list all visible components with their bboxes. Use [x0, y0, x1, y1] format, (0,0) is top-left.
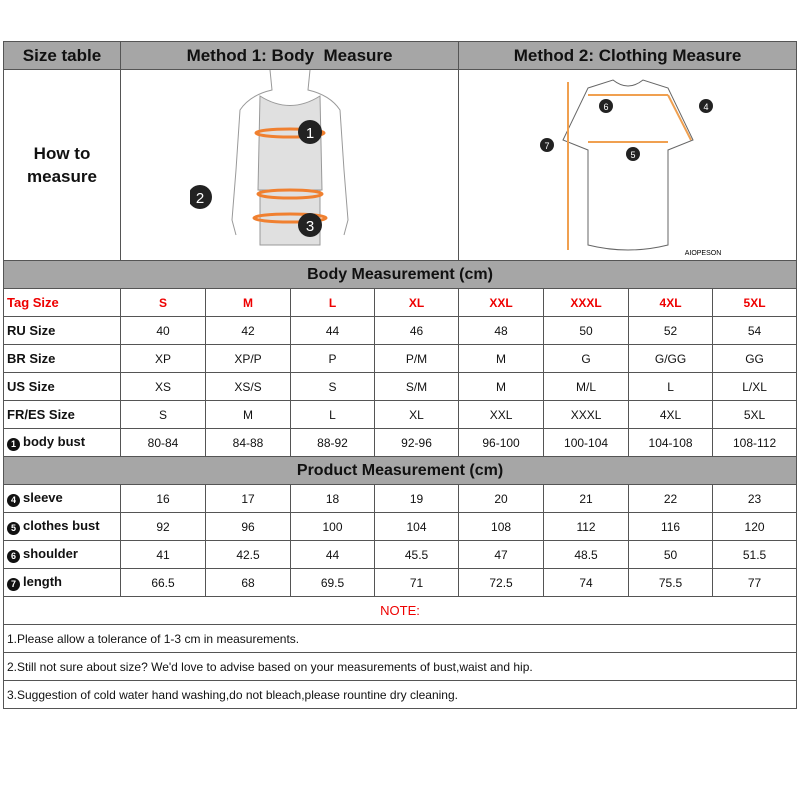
value-cell: 54 — [713, 317, 797, 345]
value-cell: 18 — [291, 485, 375, 513]
value-cell: 50 — [629, 541, 713, 569]
size-table — [3, 41, 797, 709]
value-cell: L — [629, 373, 713, 401]
marker-4-icon — [699, 99, 713, 113]
value-cell: 84-88 — [206, 429, 291, 457]
value-cell: 112 — [544, 513, 629, 541]
note-item: 1.Please allow a tolerance of 1-3 cm in measurements. — [4, 625, 797, 653]
value-cell: 52 — [629, 317, 713, 345]
value-cell: 21 — [544, 485, 629, 513]
product-measurement-heading: Product Measurement (cm) — [4, 457, 797, 485]
value-cell: XS — [121, 373, 206, 401]
method2-heading: Method 2: Clothing Measure — [459, 42, 797, 70]
value-cell: M/L — [544, 373, 629, 401]
row-label-text: US Size — [7, 379, 55, 394]
method1-heading: Method 1: Body Measure — [121, 42, 459, 70]
value-cell: 48 — [459, 317, 544, 345]
value-cell: L — [291, 401, 375, 429]
value-cell: P — [291, 345, 375, 373]
row-label-text: RU Size — [7, 323, 56, 338]
svg-text:2: 2 — [195, 190, 204, 207]
row-label: Tag Size — [4, 289, 121, 317]
value-cell: XS/S — [206, 373, 291, 401]
value-cell: 100 — [291, 513, 375, 541]
svg-text:4: 4 — [703, 102, 709, 112]
marker-1-icon: 1 — [7, 438, 20, 451]
tag-size-row — [4, 289, 797, 317]
value-cell: 108 — [459, 513, 544, 541]
value-cell: S — [291, 373, 375, 401]
how-to-measure-label: How to measure — [4, 70, 121, 261]
value-cell: 42 — [206, 317, 291, 345]
table-row — [4, 401, 797, 429]
marker-6-icon — [599, 99, 613, 113]
clothing-measure-illustration — [459, 70, 797, 261]
value-cell: 104-108 — [629, 429, 713, 457]
row-label-text: FR/ES Size — [7, 407, 75, 422]
size-cell: M — [206, 289, 291, 317]
marker-3-icon — [298, 213, 322, 237]
value-cell: 41 — [121, 541, 206, 569]
value-cell: 40 — [121, 317, 206, 345]
value-cell: 66.5 — [121, 569, 206, 597]
svg-text:7: 7 — [544, 141, 550, 151]
value-cell: XXXL — [544, 401, 629, 429]
row-label-text: BR Size — [7, 351, 56, 366]
value-cell: 19 — [375, 485, 459, 513]
row-label — [4, 373, 121, 401]
value-cell: 44 — [291, 317, 375, 345]
value-cell: 68 — [206, 569, 291, 597]
svg-text:1: 1 — [305, 125, 314, 142]
size-table-heading: Size table — [4, 42, 121, 70]
value-cell: 92-96 — [375, 429, 459, 457]
value-cell: 22 — [629, 485, 713, 513]
row-label — [4, 541, 121, 569]
row-label — [4, 513, 121, 541]
value-cell: 77 — [713, 569, 797, 597]
value-cell: M — [459, 373, 544, 401]
value-cell: 17 — [206, 485, 291, 513]
size-cell: XL — [375, 289, 459, 317]
table-row — [4, 345, 797, 373]
value-cell: 75.5 — [629, 569, 713, 597]
row-label — [4, 429, 121, 457]
marker-7-icon: 7 — [7, 578, 20, 591]
value-cell: 120 — [713, 513, 797, 541]
value-cell: 46 — [375, 317, 459, 345]
value-cell: S/M — [375, 373, 459, 401]
value-cell: 96-100 — [459, 429, 544, 457]
value-cell: 4XL — [629, 401, 713, 429]
value-cell: XP/P — [206, 345, 291, 373]
table-row — [4, 317, 797, 345]
size-cell: L — [291, 289, 375, 317]
value-cell: 71 — [375, 569, 459, 597]
value-cell: 42.5 — [206, 541, 291, 569]
table-row — [4, 541, 797, 569]
svg-text:6: 6 — [603, 102, 609, 112]
size-cell: 4XL — [629, 289, 713, 317]
row-label-text: sleeve — [23, 490, 63, 505]
row-label — [4, 569, 121, 597]
value-cell: L/XL — [713, 373, 797, 401]
value-cell: 104 — [375, 513, 459, 541]
size-cell: S — [121, 289, 206, 317]
row-label — [4, 485, 121, 513]
body-measurement-heading: Body Measurement (cm) — [4, 261, 797, 289]
value-cell: M — [459, 345, 544, 373]
value-cell: XXL — [459, 401, 544, 429]
size-cell: 5XL — [713, 289, 797, 317]
table-row — [4, 485, 797, 513]
value-cell: 50 — [544, 317, 629, 345]
value-cell: 116 — [629, 513, 713, 541]
value-cell: 88-92 — [291, 429, 375, 457]
value-cell: XL — [375, 401, 459, 429]
row-label-text: body bust — [23, 434, 86, 449]
marker-5-icon: 5 — [7, 522, 20, 535]
marker-7-icon — [540, 138, 554, 152]
value-cell: 20 — [459, 485, 544, 513]
value-cell: S — [121, 401, 206, 429]
table-row — [4, 373, 797, 401]
size-cell: XXXL — [544, 289, 629, 317]
row-label — [4, 345, 121, 373]
value-cell: 92 — [121, 513, 206, 541]
value-cell: 96 — [206, 513, 291, 541]
value-cell: GG — [713, 345, 797, 373]
marker-1-icon — [298, 120, 322, 144]
body-measure-illustration — [121, 70, 459, 261]
note-item: 3.Suggestion of cold water hand washing,do not bleach,please rountine dry cleaning. — [4, 681, 797, 709]
row-label-text: shoulder — [23, 546, 78, 561]
row-label-text: clothes bust — [23, 518, 100, 533]
value-cell: 72.5 — [459, 569, 544, 597]
value-cell: 48.5 — [544, 541, 629, 569]
value-cell: G/GG — [629, 345, 713, 373]
marker-5-icon — [626, 147, 640, 161]
value-cell: 5XL — [713, 401, 797, 429]
value-cell: 45.5 — [375, 541, 459, 569]
note-item: 2.Still not sure about size? We'd love to advise based on your measurements of bust,waist and hip. — [4, 653, 797, 681]
note-heading: NOTE: — [4, 597, 797, 625]
value-cell: 108-112 — [713, 429, 797, 457]
table-row — [4, 513, 797, 541]
svg-text:3: 3 — [305, 218, 314, 235]
value-cell: 51.5 — [713, 541, 797, 569]
value-cell: 47 — [459, 541, 544, 569]
table-row — [4, 569, 797, 597]
value-cell: 44 — [291, 541, 375, 569]
value-cell: 69.5 — [291, 569, 375, 597]
value-cell: M — [206, 401, 291, 429]
value-cell: G — [544, 345, 629, 373]
marker-6-icon: 6 — [7, 550, 20, 563]
marker-4-icon: 4 — [7, 494, 20, 507]
value-cell: 16 — [121, 485, 206, 513]
brand-label: AIOPESON — [684, 250, 721, 257]
size-cell: XXL — [459, 289, 544, 317]
value-cell: 100-104 — [544, 429, 629, 457]
svg-text:5: 5 — [630, 150, 636, 160]
value-cell: XP — [121, 345, 206, 373]
row-label — [4, 317, 121, 345]
marker-2-icon — [190, 185, 212, 209]
value-cell: 74 — [544, 569, 629, 597]
table-row — [4, 429, 797, 457]
value-cell: P/M — [375, 345, 459, 373]
row-label — [4, 401, 121, 429]
row-label-text: length — [23, 574, 62, 589]
value-cell: 80-84 — [121, 429, 206, 457]
value-cell: 23 — [713, 485, 797, 513]
